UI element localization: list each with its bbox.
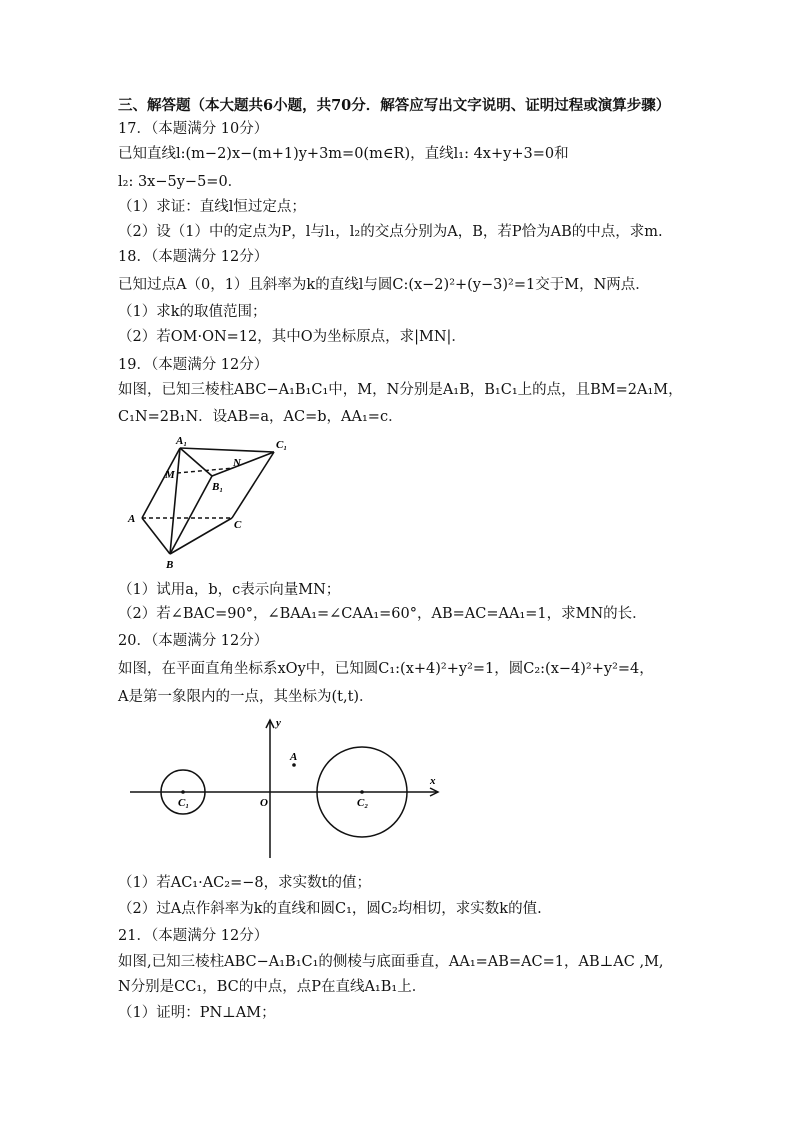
prism-figure (120, 436, 296, 572)
label-C1: C₁ (276, 439, 288, 451)
problem-20-line-2: A是第一象限内的一点，其坐标为(t,t)． (118, 689, 374, 705)
label-A1: A₁ (176, 436, 188, 447)
problem-18-part-1: （1）求k的取值范围； (118, 304, 267, 320)
label-y: y (276, 717, 281, 729)
problem-20-part-1: （1）若AC₁·AC₂=−8，求实数t的值； (118, 875, 371, 891)
label-x: x (430, 775, 436, 787)
problem-17-heading: 17．（本题满分 10分） (118, 121, 269, 137)
circles-diagram (120, 714, 450, 864)
problem-19-part-1: （1）试用a，b，c表示向量MN； (118, 582, 341, 598)
label-C2-center: C₂ (357, 797, 369, 809)
problem-21-line-1: 如图,已知三棱柱ABC−A₁B₁C₁的侧棱与底面垂直，AA₁=AB=AC=1，AB⊥AC ,M, (118, 954, 664, 970)
problem-21-heading: 21．（本题满分 12分） (118, 928, 269, 944)
prism-diagram (120, 436, 296, 572)
problem-19-part-2: （2）若∠BAC=90°，∠BAA₁=∠CAA₁=60°，AB=AC=AA₁=1，求MN的长． (118, 606, 647, 622)
problem-18-line-1: 已知过点A（0，1）且斜率为k的直线l与圆C:(x−2)²+(y−3)²=1交于M，N两点． (118, 277, 650, 293)
problem-17-line-2: l₂: 3x−5y−5=0． (118, 174, 243, 190)
problem-18-part-2: （2）若OM·ON=12，其中O为坐标原点，求|MN|． (118, 329, 466, 345)
problem-21-part-1: （1）证明：PN⊥AM； (118, 1005, 276, 1021)
label-M: M (165, 469, 175, 481)
problem-17-line-1: 已知直线l:(m−2)x−(m+1)y+3m=0(m∈R)，直线l₁: 4x+y+3=0和 (118, 146, 569, 162)
problem-20-heading: 20．（本题满分 12分） (118, 633, 269, 649)
label-C1-center: C₁ (178, 797, 190, 809)
circles-figure (120, 714, 450, 864)
label-A: A (128, 513, 136, 525)
problem-17-part-2: （2）设（1）中的定点为P，l与l₁，l₂的交点分别为A，B，若P恰为AB的中点，求m. (118, 224, 663, 240)
label-O: O (260, 797, 268, 809)
problem-18-heading: 18．（本题满分 12分） (118, 249, 269, 265)
label-N: N (233, 457, 241, 469)
problem-19-line-2: C₁N=2B₁N．设AB=a，AC=b，AA₁=c． (118, 409, 403, 425)
label-B: B (166, 559, 174, 571)
label-C: C (234, 519, 242, 531)
problem-20-part-2: （2）过A点作斜率为k的直线和圆C₁，圆C₂均相切，求实数k的值. (118, 901, 542, 917)
section-header: 三、解答题（本大题共6小题，共70分．解答应写出文字说明、证明过程或演算步骤） (118, 97, 671, 114)
problem-17-part-1: （1）求证：直线l恒过定点； (118, 199, 306, 215)
problem-20-line-1: 如图，在平面直角坐标系xOy中，已知圆C₁:(x+4)²+y²=1，圆C₂:(x−4)²+y²=4， (118, 661, 654, 677)
problem-21-line-2: N分别是CC₁，BC的中点，点P在直线A₁B₁上． (118, 979, 427, 995)
label-point-A: A (290, 751, 298, 763)
label-B1: B₁ (212, 481, 224, 493)
problem-19-line-1: 如图，已知三棱柱ABC−A₁B₁C₁中，M，N分别是A₁B，B₁C₁上的点，且BM=2A₁M， (118, 382, 683, 398)
problem-19-heading: 19．（本题满分 12分） (118, 357, 269, 373)
